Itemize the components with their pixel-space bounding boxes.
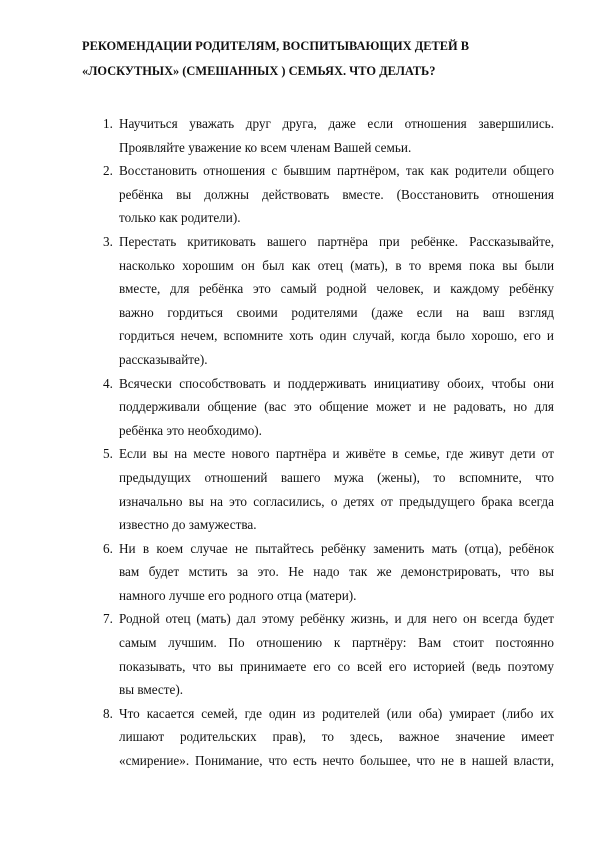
- text-line: вы вместе).: [119, 682, 184, 698]
- text-line: Что касается семей, где один из родителей (или оба) умирает (либо их: [119, 705, 554, 721]
- text-line: только как родители).: [119, 210, 241, 226]
- list-item: [0, 607, 595, 701]
- text-line: важно гордиться своими родителями (даже если на ваш взгляд: [119, 304, 554, 320]
- text-line: показывать, что вы принимаете его со всей его историей (ведь поэтому: [119, 658, 554, 674]
- text-line: Родной отец (мать) дал этому ребёнку жизнь, и для него он всегда будет: [119, 611, 554, 627]
- list-item-number: 5.: [103, 446, 113, 462]
- list-item-text: [119, 607, 554, 701]
- list-item: [0, 230, 595, 372]
- list-item-number: 6.: [103, 540, 113, 556]
- text-line: известно до замужества.: [119, 517, 257, 533]
- list-item-number: 3.: [103, 233, 113, 249]
- list-item-text: [119, 112, 554, 159]
- list-item-number: 8.: [103, 705, 113, 721]
- text-line: Проявляйте уважение ко всем членам Вашей семьи.: [119, 139, 412, 155]
- list-item-number: 4.: [103, 375, 113, 391]
- list-item-number: 7.: [103, 611, 113, 627]
- text-line: Перестать критиковать вашего партнёра при ребёнке. Рассказывайте,: [119, 233, 554, 249]
- text-line: гордиться нечем, вспомните хоть один случай, когда было хорошо, его и: [119, 328, 554, 344]
- text-line: ребёнка вы должны действовать вместе. (Восстановить отношения: [119, 186, 554, 202]
- list-item-number: 2.: [103, 163, 113, 179]
- title-line-1: РЕКОМЕНДАЦИИ РОДИТЕЛЯМ, ВОСПИТЫВАЮЩИХ ДЕТЕЙ В: [82, 39, 470, 53]
- text-line: вам будет мстить за это. Не надо так же демонстрировать, что вы: [119, 564, 554, 580]
- text-line: поддерживали общение (вас это общение может и не радовать, но для: [119, 399, 554, 415]
- list-item: [0, 537, 595, 608]
- list-item-number: 1.: [103, 116, 113, 131]
- text-line: Ни в коем случае не пытайтесь ребёнку заменить мать (отца), ребёнок: [119, 540, 554, 556]
- text-line: изначально вы на это согласились, о детях от предыдущего брака всегда: [119, 493, 554, 509]
- list-item-text: [119, 159, 554, 230]
- list-item: [0, 442, 595, 536]
- list-item-text: [119, 537, 554, 608]
- text-line: предыдущих отношений вашего мужа (жены), то вспомните, что: [119, 469, 554, 485]
- list-item-text: [119, 230, 554, 372]
- title-line-2: «ЛОСКУТНЫХ» (СМЕШАННЫХ ) СЕМЬЯХ. ЧТО ДЕЛАТЬ?: [82, 64, 436, 78]
- list-item: [0, 112, 595, 159]
- list-item: [0, 372, 595, 443]
- list-item-text: [119, 442, 554, 536]
- text-line: ребёнка это необходимо).: [119, 422, 262, 438]
- text-line: Всячески способствовать и поддерживать инициативу обоих, чтобы они: [119, 375, 554, 391]
- text-line: Восстановить отношения с бывшим партнёром, так как родители общего: [119, 163, 554, 179]
- text-line: рассказывайте).: [119, 351, 208, 367]
- list-item-text: [119, 702, 554, 773]
- text-line: намного лучше его родного отца (матери).: [119, 587, 357, 603]
- text-line: Научиться уважать друг друга, даже если отношения завершились.: [119, 116, 554, 131]
- text-line: Если вы на месте нового партнёра и живёте в семье, где живут дети от: [119, 446, 554, 462]
- list-item-text: [119, 372, 554, 443]
- text-line: «смирение». Понимание, что есть нечто большее, что не в нашей власти,: [119, 753, 554, 769]
- text-line: лишают родительских прав), то здесь, важное значение имеет: [119, 729, 554, 745]
- text-line: самым лучшим. По отношению к партнёру: Вам стоит постоянно: [119, 635, 554, 651]
- text-line: вместе, для ребёнка это самый родной человек, и каждому ребёнку: [119, 281, 554, 297]
- page-title: [82, 34, 552, 84]
- text-line: насколько хорошим он был как отец (мать), в то время пока вы были: [119, 257, 554, 273]
- recommendations-list: [0, 112, 595, 773]
- list-item: [0, 159, 595, 230]
- list-item: [0, 702, 595, 773]
